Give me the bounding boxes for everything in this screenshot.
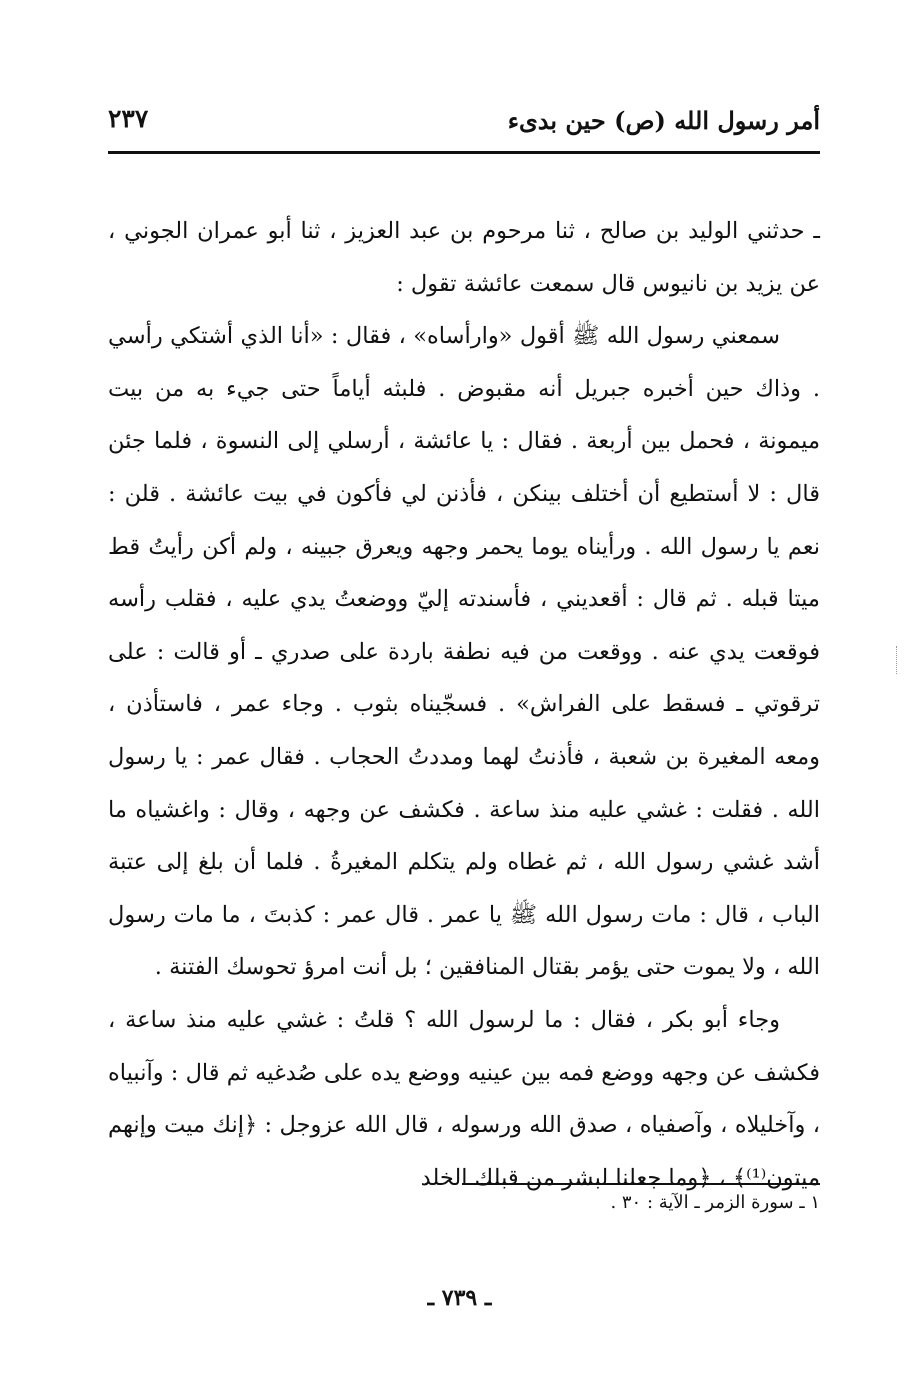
header-page-number: ٢٣٧ [108, 104, 149, 133]
paragraph-narration: سمعني رسول الله ﷺ أقول «وارأساه» ، فقال : «أنا الذي أشتكي رأسي . وذاك حين أخبره جبريل أنه مقبوض . فلبثه أياماً حتى جيء به من بيت ميمونة ، فحمل بين أربعة . فقال : يا عائشة ، أرسلي إلى النسوة ، فلما جئن قال : لا أستطيع أن أختلف بينكن ، فأذنن لي فأكون في بيت عائشة . قلن : نعم يا رسول الله . ورأيناه يوما يحمر وجهه ويعرق جبينه ، ولم أكن رأيتُ قط ميتا قبله . ثم قال : أقعديني ، فأسندته إليّ ووضعتُ يدي عليه ، فقلب رأسه فوقعت يدي عنه . ووقعت من فيه نطفة باردة على صدري ـ أو قالت : على ترقوتي ـ فسقط على الفراش» . فسجّيناه بثوب . وجاء عمر ، فاستأذن ، ومعه المغيرة بن شعبة ، فأذنتُ لهما ومددتُ الحجاب . فقال عمر : يا رسول الله . فقلت : غشي عليه منذ ساعة . فكشف عن وجهه ، وقال : واغشياه ما أشد غشي رسول الله ، ثم غطاه ولم يتكلم المغيرةُ . فلما أن بلغ إلى عتبة الباب ، قال : مات رسول الله ﷺ يا عمر . قال عمر : كذبتَ ، ما مات رسول الله ، ولا يموت حتى يؤمر بقتال المنافقين ؛ بل أنت امرؤ تحوسك الفتنة . [108, 323, 820, 981]
header-rule [108, 151, 820, 154]
body-text [108, 205, 820, 1204]
paragraph-isnad: ـ حدثني الوليد بن صالح ، ثنا مرحوم بن عبد العزيز ، ثنا أبو عمران الجوني ، عن يزيد بن نانيوس قال سمعت عائشة تقول : [108, 218, 820, 297]
paragraph-abu-bakr: وجاء أبو بكر ، فقال : ما لرسول الله ؟ قلتُ : غشي عليه منذ ساعة ، فكشف عن وجهه ووضع فمه بين عينيه ووضع يده على صُدغيه ثم قال : وآنبياه ، وآخليلاه ، وآصفياه ، صدق الله ورسوله ، قال الله عزوجل : ﴿إنك ميت وإنهم ميتون⁽¹⁾﴾ ، ﴿وما جعلنا لبشر من قبلك الخلد [108, 1006, 820, 1191]
footnote-rule [462, 1183, 820, 1185]
running-header [108, 102, 820, 152]
footnote: ١ ـ سورة الزمر ـ الآية : ٣٠ . [610, 1192, 820, 1213]
scan-edge-mark [896, 646, 899, 674]
header-title: أمر رسول الله (ص) حين بدىء [507, 106, 820, 135]
folio-number: ـ ٧٣٩ ـ [427, 1285, 492, 1311]
